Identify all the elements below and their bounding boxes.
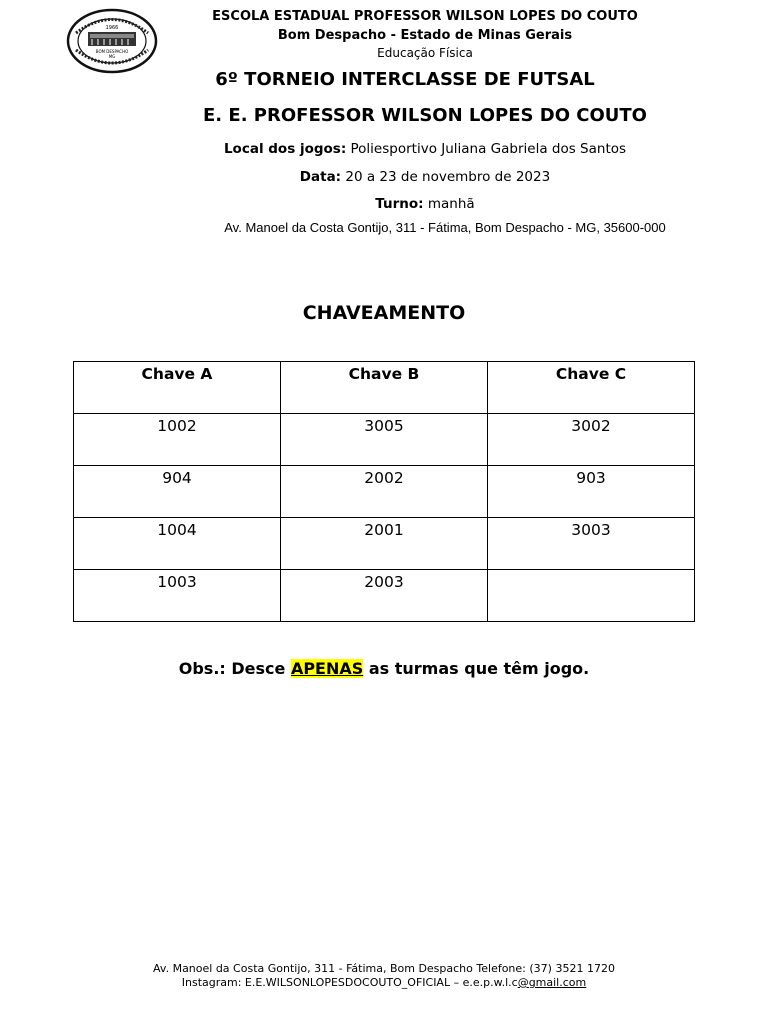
info-date-value: 20 a 23 de novembro de 2023 (345, 169, 551, 185)
bracket-title: CHAVEAMENTO (302, 302, 466, 324)
info-date-label: Data: (299, 169, 342, 185)
info-local-value: Poliesportivo Juliana Gabriela dos Santos (350, 141, 627, 157)
notice-highlight: APENAS (290, 659, 364, 678)
venue-address: Av. Manoel da Costa Gontijo, 311 - Fátima, Bom Despacho - MG, 35600-000 (224, 220, 666, 235)
school-name: ESCOLA ESTADUAL PROFESSOR WILSON LOPES DO COUTO (212, 9, 638, 24)
header-chave-b: Chave B (281, 362, 488, 414)
info-date (160, 169, 690, 185)
info-shift-label: Turno: (375, 196, 424, 212)
table-cell: 2002 (281, 466, 488, 518)
table-row (74, 518, 695, 570)
notice-prefix: Obs.: Desce (178, 659, 291, 678)
table-cell: 3003 (488, 518, 695, 570)
table-cell: 1003 (74, 570, 281, 622)
footer-instagram: Instagram: E.E.WILSONLOPESDOCOUTO_OFICIAL – e.e.p.w.l.c (181, 976, 518, 989)
footer-email-link[interactable]: @gmail.com (517, 976, 587, 989)
table-cell: 1004 (74, 518, 281, 570)
table-row (74, 414, 695, 466)
info-local-label: Local dos jogos: (223, 141, 347, 157)
school-seal-logo (66, 8, 158, 74)
bracket-header-row (74, 362, 695, 414)
table-cell (488, 570, 695, 622)
info-shift-value: manhã (427, 196, 475, 212)
table-cell: 2001 (281, 518, 488, 570)
school-subject: Educação Física (377, 46, 473, 60)
bracket-table (73, 361, 695, 622)
svg-text:BOM DESPACHO: BOM DESPACHO (95, 49, 129, 54)
table-cell: 3002 (488, 414, 695, 466)
school-city-state: Bom Despacho - Estado de Minas Gerais (277, 28, 573, 43)
svg-text:1966: 1966 (105, 25, 119, 31)
table-row (74, 570, 695, 622)
footer-social-line (73, 976, 695, 989)
info-local (160, 141, 690, 157)
table-cell: 1002 (74, 414, 281, 466)
notice-suffix: as turmas que têm jogo. (363, 659, 590, 678)
table-cell: 903 (488, 466, 695, 518)
notice (73, 659, 695, 678)
footer-address-line (73, 962, 695, 975)
footer-phone-label: Telefone: (476, 962, 526, 975)
tournament-title: 6º TORNEIO INTERCLASSE DE FUTSAL (215, 69, 595, 90)
footer-phone: (37) 3521 1720 (529, 962, 615, 975)
table-cell: 3005 (281, 414, 488, 466)
table-row (74, 466, 695, 518)
tournament-school: E. E. PROFESSOR WILSON LOPES DO COUTO (203, 105, 647, 126)
table-cell: 904 (74, 466, 281, 518)
header-chave-a: Chave A (74, 362, 281, 414)
footer-address: Av. Manoel da Costa Gontijo, 311 - Fátima, Bom Despacho (153, 962, 473, 975)
info-shift (160, 196, 690, 212)
svg-text:MG: MG (108, 54, 116, 59)
header-chave-c: Chave C (488, 362, 695, 414)
table-cell: 2003 (281, 570, 488, 622)
